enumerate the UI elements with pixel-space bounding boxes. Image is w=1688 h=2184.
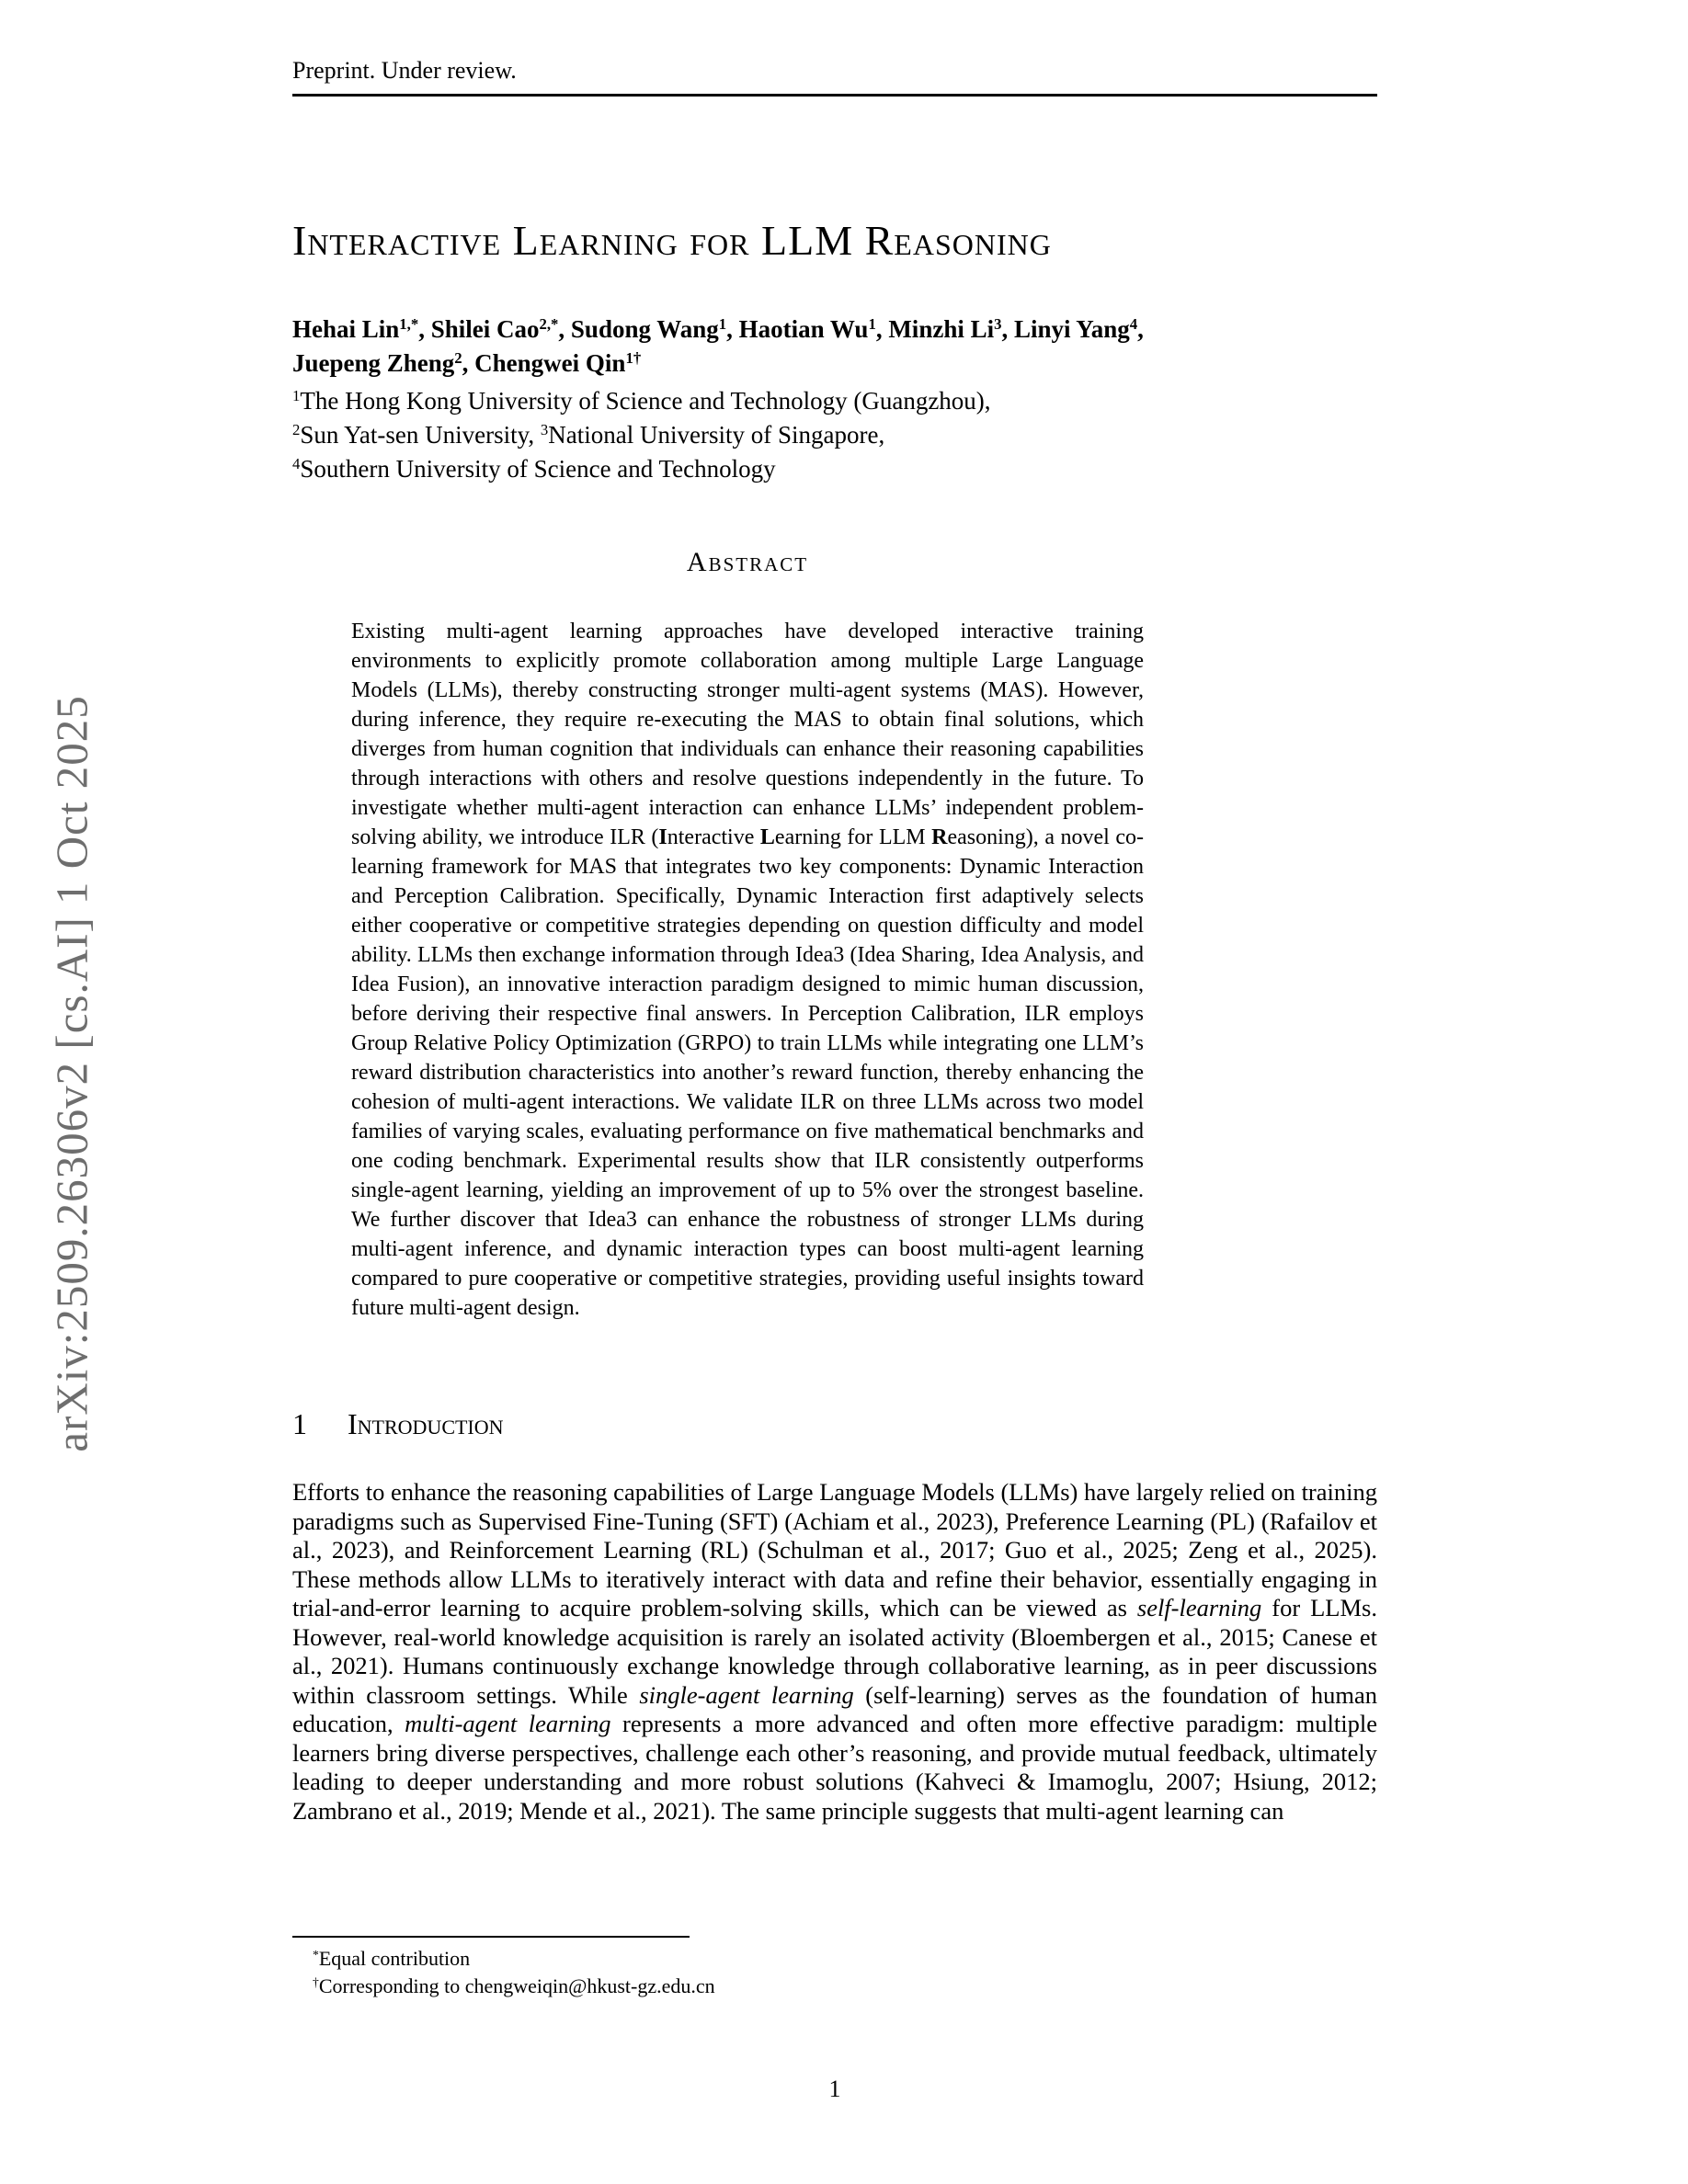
introduction-paragraph: Efforts to enhance the reasoning capabilities of Large Language Models (LLMs) have largely relied on training paradigms such as Supervised Fine-Tuning (SFT) (Achiam et al., 2023), Preference Learning (PL) (Rafailov et al., 2023), and Reinforcement Learning (RL) (Schulman et al., 2017; Guo et al., 2025; Zeng et al., 2025). These methods allow LLMs to iteratively interact with data and refine their behavior, essentially engaging in trial-and-error learning to acquire problem-solving skills, which can be viewed as self-learning for LLMs. However, real-world knowledge acquisition is rarely an isolated activity (Bloembergen et al., 2015; Canese et al., 2021). Humans continuously exchange knowledge through collaborative learning, as in peer discussions within classroom settings. While single-agent learning (self-learning) serves as the foundation of human education, multi-agent learning represents a more advanced and often more effective paradigm: multiple learners bring diverse perspectives, challenge each other’s reasoning, and provide mutual feedback, ultimately leading to deeper understanding and more robust solutions (Kahveci & Imamoglu, 2007; Hsiung, 2012; Zambrano et al., 2019; Mende et al., 2021). The same principle suggests that multi-agent learning can — [292, 1478, 1377, 1825]
preprint-status-text: Preprint. Under review. — [292, 57, 517, 84]
abstract-section — [351, 547, 1144, 1323]
page-number: 1 — [828, 2076, 841, 2102]
content-column — [292, 0, 1377, 1826]
abstract-text: Existing multi-agent learning approaches have developed interactive training environments to explicitly promote collaboration among multiple Large Language Models (LLMs), thereby constructing stronger multi-agent systems (MAS). However, during inference, they require re-executing the MAS to obtain final solutions, which diverges from human cognition that individuals can enhance their reasoning capabilities through interactions with others and resolve questions independently in the future. To investigate whether multi-agent interaction can enhance LLMs’ independent problem-solving ability, we introduce ILR (Interactive Learning for LLM Reasoning), a novel co-learning framework for MAS that integrates two key components: Dynamic Interaction and Perception Calibration. Specifically, Dynamic Interaction first adaptively selects either cooperative or competitive strategies depending on question difficulty and model ability. LLMs then exchange information through Idea3 (Idea Sharing, Idea Analysis, and Idea Fusion), an innovative interaction paradigm designed to mimic human discussion, before deriving their respective final answers. In Perception Calibration, ILR employs Group Relative Policy Optimization (GRPO) to train LLMs while integrating one LLM’s reward distribution characteristics into another’s reward function, thereby enhancing the cohesion of multi-agent interactions. We validate ILR on three LLMs across two model families of varying scales, evaluating performance on five mathematical benchmarks and one coding benchmark. Experimental results show that ILR consistently outperforms single-agent learning, yielding an improvement of up to 5% over the strongest baseline. We further discover that Idea3 can enhance the robustness of stronger LLMs during multi-agent inference, and dynamic interaction types can boost multi-agent learning compared to pure cooperative or competitive strategies, providing useful insights toward future multi-agent design. — [351, 620, 1145, 1320]
footnote-corresponding-email: †Corresponding to chengweiqin@hkust-gz.edu.cn — [313, 1974, 715, 1997]
arxiv-watermark: arXiv:2509.26306v2 [cs.AI] 1 Oct 2025 — [46, 695, 97, 1452]
affiliation-block — [292, 384, 1377, 486]
header-divider — [292, 94, 1377, 97]
affiliation-line-1: $^1$The Hong Kong University of Science and Technology (Guangzhou), — [292, 386, 991, 415]
section-number: 1 — [292, 1407, 307, 1440]
footnote-divider — [292, 1936, 690, 1938]
affiliation-line-2: $^2$Sun Yat-sen University, $^3$National University of Singapore, — [292, 420, 885, 449]
author-block — [292, 313, 1377, 381]
section-title: Introduction — [348, 1407, 504, 1440]
section-heading-introduction — [292, 1407, 1377, 1441]
author-line-1: Hehai Lin$^{1,*}$, Shilei Cao$^{2,*}$, Sudong Wang$^1$, Haotian Wu$^1$, Minzhi Li$^3$, Linyi Yang$^4$, — [292, 314, 1144, 343]
abstract-heading: Abstract — [686, 547, 809, 577]
footnote-equal-contribution: *Equal contribution — [313, 1947, 471, 1970]
paper-title: Interactive Learning for LLM Reasoning — [292, 217, 1052, 264]
footnote-block — [292, 1936, 1377, 2000]
affiliation-line-3: $^4$Southern University of Science and Technology — [292, 454, 776, 483]
author-line-2: Juepeng Zheng$^2$, Chengwei Qin$^{1\dagger}$ — [292, 348, 642, 377]
